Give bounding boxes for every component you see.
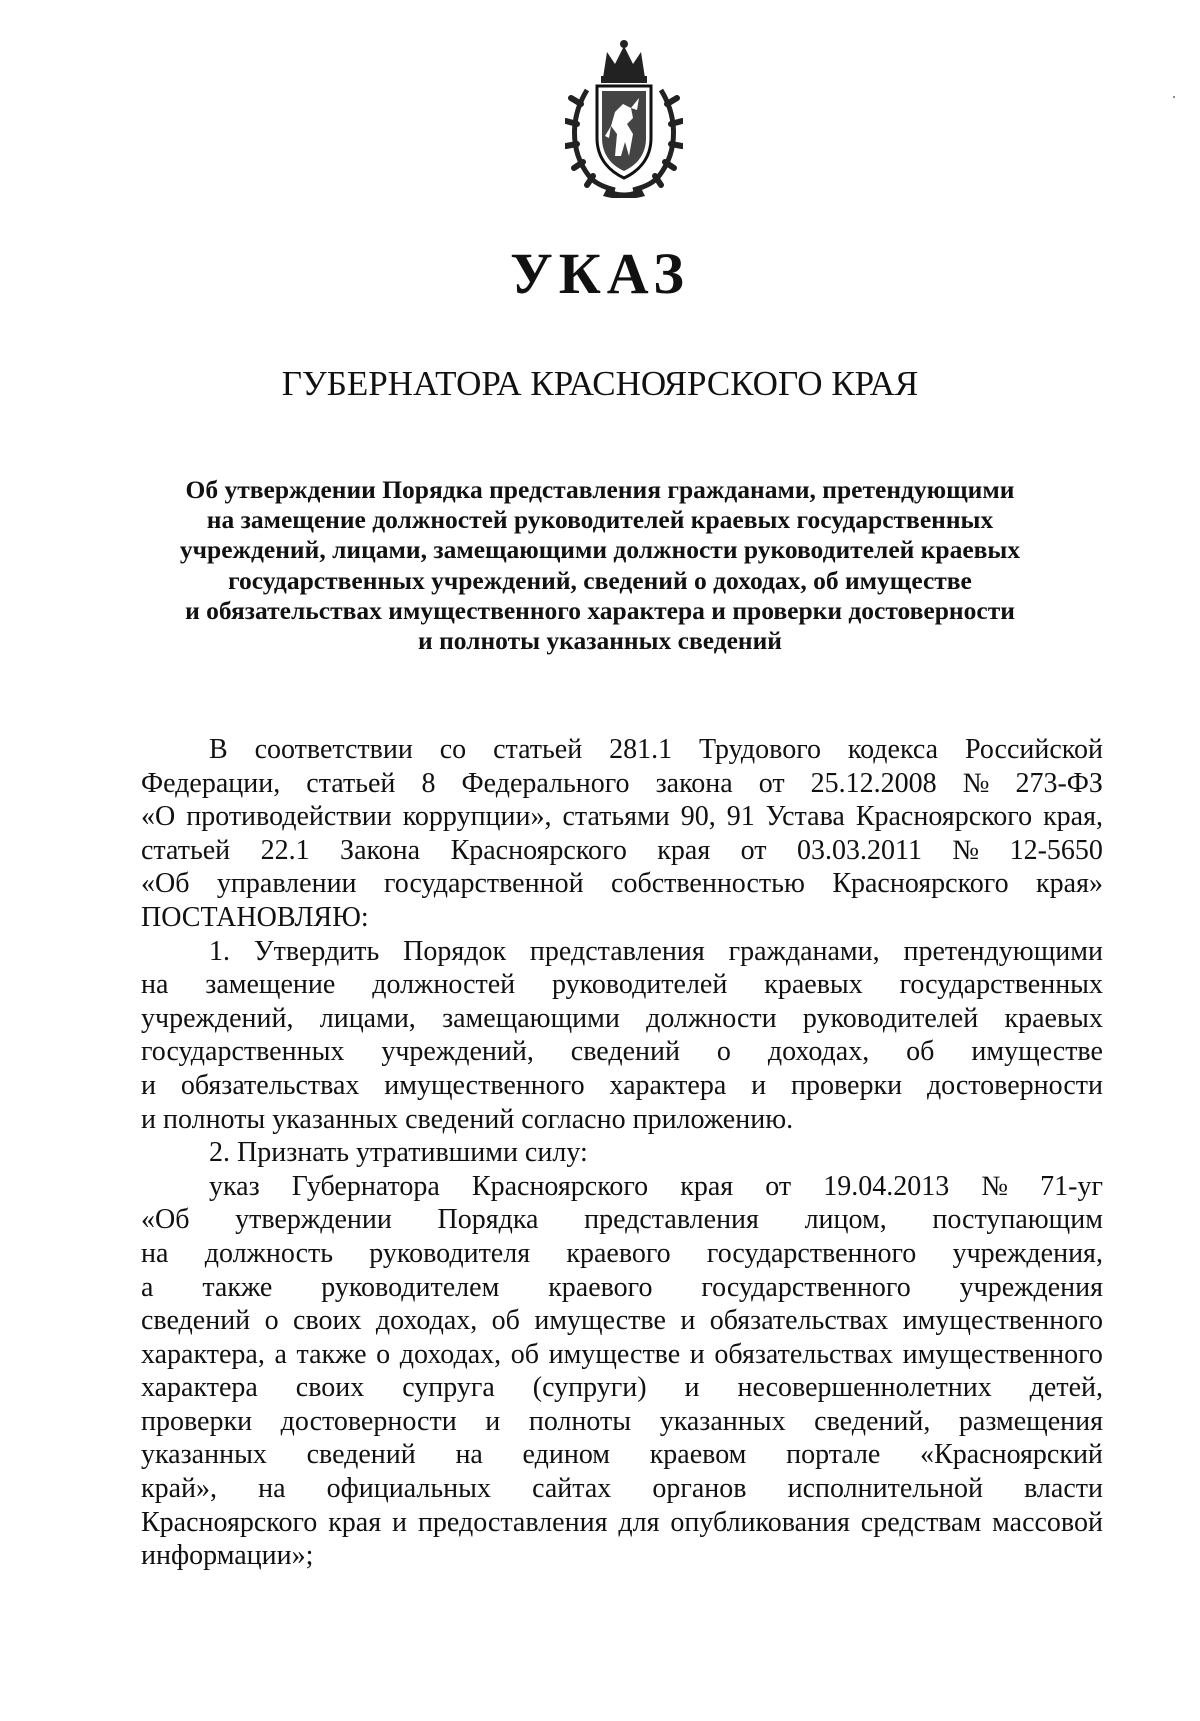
body-word: края	[657, 834, 711, 866]
body-word: Закона	[340, 834, 421, 866]
body-word: государственной	[384, 868, 584, 900]
body-line: информации»;	[141, 1540, 314, 1572]
subject-line: на замещение должностей руководителей краевых государственных	[206, 505, 994, 535]
body-line	[141, 935, 1103, 969]
body-word: своих	[293, 1305, 362, 1337]
body-word: «Красноярский	[920, 1439, 1103, 1471]
body-line	[141, 1304, 1103, 1338]
body-word: также	[296, 1338, 367, 1370]
document-type-title: УКАЗ	[510, 241, 690, 306]
body-word: государственных	[141, 1036, 345, 1068]
coat-of-arms-icon	[565, 38, 683, 198]
body-word: а	[141, 1271, 154, 1303]
body-word: Красноярского	[855, 801, 1033, 833]
body-line	[141, 968, 1103, 1002]
body-word: закона	[655, 767, 733, 799]
body-word: 25.12.2008	[810, 767, 937, 799]
body-word: опубликования	[670, 1506, 850, 1538]
document-subject	[150, 475, 1050, 656]
body-word: достоверности	[926, 1069, 1103, 1101]
body-word: и	[141, 1069, 156, 1101]
body-word: должность	[204, 1237, 334, 1269]
body-word: края	[680, 1170, 734, 1202]
body-word: лицами,	[319, 1002, 416, 1034]
body-word: супруга	[402, 1372, 495, 1404]
body-word: несовершеннолетних	[737, 1372, 992, 1404]
body-word: 281.1	[609, 734, 673, 765]
body-line	[141, 1035, 1103, 1069]
body-word: на	[258, 1473, 286, 1505]
body-word: (супруги)	[532, 1372, 647, 1404]
body-word: своих	[295, 1372, 365, 1404]
subject-line: Об утверждении Порядка представления гражданами, претендующими	[185, 475, 1015, 504]
body-word: государственных	[899, 969, 1103, 1001]
body-word: и	[680, 1305, 696, 1337]
body-word: статьей	[306, 767, 396, 799]
body-word: указанных	[141, 1439, 267, 1471]
body-word: 273-ФЗ	[1015, 767, 1103, 799]
body-word: краевого	[566, 1237, 671, 1269]
body-word: представления	[584, 1204, 759, 1236]
body-word: 03.03.2011	[796, 834, 922, 866]
body-word: краевых	[764, 969, 863, 1001]
body-word: Устава	[765, 801, 845, 833]
body-word: учреждений,	[141, 1002, 294, 1034]
body-word: исполнительной	[787, 1473, 983, 1505]
body-word: 22.1	[260, 834, 310, 866]
body-word: Порядок	[403, 935, 507, 967]
body-word: 12-5650	[1009, 834, 1103, 866]
body-line	[141, 1472, 1103, 1506]
body-word: обязательствах	[714, 1338, 893, 1370]
body-word: со	[439, 734, 467, 765]
body-word: края»	[1036, 868, 1103, 900]
body-word: от	[758, 767, 785, 799]
body-line	[141, 1069, 1103, 1103]
body-word: учреждения,	[952, 1237, 1103, 1269]
body-word: «Об	[141, 868, 190, 900]
body-word: №	[981, 1170, 1009, 1202]
body-word: 71-уг	[1040, 1170, 1103, 1202]
body-word: едином	[522, 1439, 611, 1471]
body-word: имуществе	[971, 1036, 1103, 1068]
body-word: краевого	[548, 1271, 653, 1303]
body-word: доходах,	[767, 1036, 870, 1068]
issuer-title: ГУБЕРНАТОРА КРАСНОЯРСКОГО КРАЯ	[281, 364, 919, 403]
body-word: Красноярского	[471, 1170, 649, 1202]
body-word: сведений	[141, 1305, 251, 1337]
body-line	[141, 867, 1103, 901]
body-word: доходах,	[375, 1305, 478, 1337]
body-word: характера	[141, 1372, 258, 1404]
body-line: ПОСТАНОВЛЯЮ:	[141, 901, 369, 933]
body-word: власти	[1024, 1473, 1103, 1505]
body-word: края,	[1043, 801, 1103, 833]
subject-line: и полноты указанных сведений	[418, 626, 782, 656]
body-line	[141, 1002, 1103, 1036]
body-word: проверки	[141, 1405, 253, 1437]
body-word: детей,	[1029, 1372, 1103, 1404]
body-word: 8	[421, 767, 436, 799]
body-word: об	[906, 1036, 935, 1068]
body-line	[141, 1371, 1103, 1405]
body-word: учреждений,	[381, 1036, 534, 1068]
body-word: также	[202, 1271, 273, 1303]
body-word: имущественного	[902, 1305, 1103, 1337]
body-line	[141, 800, 1103, 834]
body-word: противодействии	[186, 801, 392, 833]
body-word: Красноярского	[141, 1506, 318, 1538]
body-word: статьями	[562, 801, 670, 833]
body-word: Утвердить	[253, 935, 380, 967]
body-word: на	[141, 969, 169, 1001]
body-word: «О	[141, 801, 176, 833]
body-line	[141, 834, 1103, 868]
body-word: об	[491, 1305, 520, 1337]
body-word: имущественного	[384, 1069, 585, 1101]
body-word: размещения	[958, 1405, 1103, 1437]
body-word: лицом,	[804, 1204, 887, 1236]
body-word: 19.04.2013	[823, 1170, 950, 1202]
body-word: и	[751, 1069, 767, 1101]
body-word: сайтах	[532, 1473, 612, 1505]
body-word: и	[392, 1506, 408, 1538]
body-word: руководителей	[552, 969, 728, 1001]
body-word: руководителей	[802, 1002, 979, 1034]
body-word: обязательствах	[180, 1069, 360, 1101]
body-word: замещающими	[442, 1002, 620, 1034]
body-word: должности	[646, 1002, 777, 1034]
body-word: края	[328, 1506, 382, 1538]
body-line	[141, 1237, 1103, 1271]
body-line	[141, 767, 1103, 801]
body-word: на	[141, 1237, 169, 1269]
body-word: утверждении	[235, 1204, 392, 1236]
body-word: В	[209, 734, 228, 765]
body-word: имуществе	[548, 1338, 681, 1370]
body-word: управлении	[216, 868, 357, 900]
body-word: Федерального	[461, 767, 630, 799]
body-line	[141, 1271, 1103, 1305]
body-word: 90,	[680, 801, 716, 833]
body-word: органов	[652, 1473, 747, 1505]
body-word: от	[765, 1170, 792, 1202]
body-word: имущественного	[902, 1338, 1103, 1370]
body-word: соответствии	[254, 734, 413, 765]
body-word: указанных	[659, 1405, 786, 1437]
body-word: и	[485, 1405, 501, 1437]
body-word: руководителем	[321, 1271, 500, 1303]
body-word: официальных	[326, 1473, 491, 1505]
body-word: государственного	[701, 1271, 911, 1303]
body-word: и	[684, 1372, 700, 1404]
body-word: Красноярского	[450, 834, 627, 866]
body-word: учреждения	[959, 1271, 1103, 1303]
body-word: Красноярского	[832, 868, 1009, 900]
body-word: «Об	[141, 1204, 190, 1236]
subject-line: и обязательствах имущественного характера и проверки достоверности	[185, 595, 1015, 625]
body-line	[141, 733, 1103, 767]
body-word: массовой	[992, 1506, 1103, 1538]
body-line	[141, 1405, 1103, 1439]
body-word: статьей	[493, 734, 583, 765]
body-word: краевых	[1004, 1002, 1103, 1034]
body-word: замещение	[205, 969, 336, 1001]
body-word: доходах,	[399, 1338, 502, 1370]
body-word: характера	[609, 1069, 727, 1101]
body-word: 1.	[209, 935, 230, 967]
body-word: представления	[529, 935, 705, 967]
body-word: а	[274, 1338, 287, 1370]
body-word: полноты	[528, 1405, 632, 1437]
body-word: о	[376, 1338, 391, 1370]
body-line	[141, 1170, 1103, 1204]
body-word: имуществе	[534, 1305, 666, 1337]
body-word: Губернатора	[291, 1170, 440, 1202]
body-word: Порядка	[437, 1204, 539, 1236]
body-word: обязательствах	[709, 1305, 889, 1337]
body-word: указ	[209, 1170, 260, 1202]
body-line	[141, 1203, 1103, 1237]
body-word: гражданами,	[728, 935, 880, 967]
body-word: Федерации,	[141, 767, 281, 799]
scan-speck	[1173, 96, 1175, 98]
body-word: сведений	[306, 1439, 416, 1471]
body-word: поступающим	[932, 1204, 1103, 1236]
body-word: претендующими	[903, 935, 1103, 967]
body-word: от	[740, 834, 767, 866]
body-word: собственностью	[611, 868, 805, 900]
body-line	[141, 1438, 1103, 1472]
body-word: Российской	[964, 734, 1103, 765]
document-body	[141, 733, 1103, 1573]
body-word: руководителя	[369, 1237, 531, 1269]
body-word: №	[952, 834, 980, 866]
body-word: портале	[786, 1439, 881, 1471]
body-word: край»,	[141, 1473, 218, 1505]
body-word: проверки	[791, 1069, 903, 1101]
body-word: о	[264, 1305, 279, 1337]
body-word: кодекса	[847, 734, 939, 765]
body-word: Трудового	[699, 734, 821, 765]
body-word: предоставления	[417, 1506, 608, 1538]
body-line	[141, 1338, 1103, 1372]
body-word: сведений	[570, 1036, 680, 1068]
body-word: средствам	[860, 1506, 982, 1538]
body-word: №	[962, 767, 990, 799]
body-word: достоверности	[280, 1405, 457, 1437]
body-word: и	[689, 1338, 705, 1370]
subject-line: государственных учреждений, сведений о доходах, об имуществе	[228, 565, 972, 595]
body-word: для	[618, 1506, 660, 1538]
body-word: статьей	[141, 834, 231, 866]
body-word: характера,	[141, 1338, 265, 1370]
body-word: на	[455, 1439, 483, 1471]
body-line	[141, 1506, 1103, 1540]
subject-line: учреждений, лицами, замещающими должности руководителей краевых	[179, 535, 1021, 565]
body-line: и полноты указанных сведений согласно приложению.	[141, 1103, 794, 1135]
body-word: государственного	[706, 1237, 917, 1269]
body-word: краевом	[649, 1439, 747, 1471]
body-word: коррупции»,	[402, 801, 552, 833]
body-word: об	[510, 1338, 539, 1370]
body-word: 91	[726, 801, 755, 833]
body-word: сведений,	[814, 1405, 931, 1437]
body-word: о	[716, 1036, 731, 1068]
body-line: 2. Признать утратившими силу:	[209, 1137, 588, 1169]
body-word: должностей	[372, 969, 516, 1001]
